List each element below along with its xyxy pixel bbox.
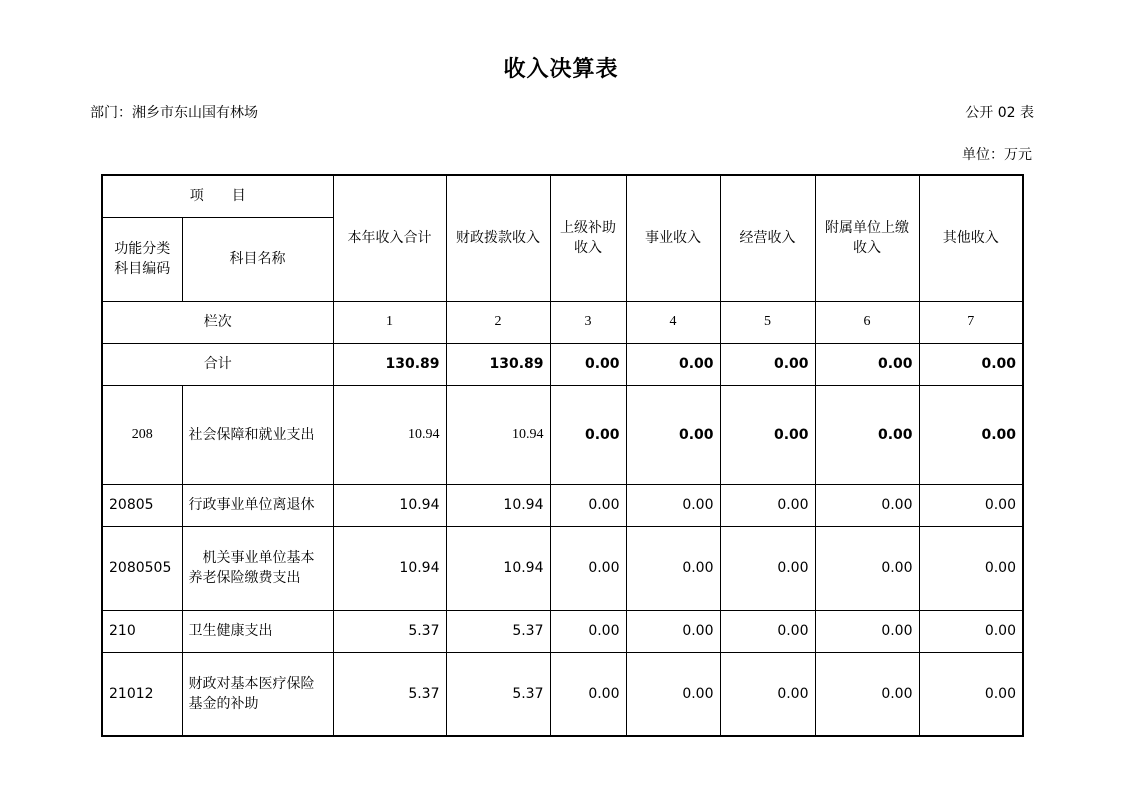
row-code: 21012 — [102, 652, 182, 736]
header-col6 — [815, 175, 919, 301]
row-name-line2: 养老保险缴费支出 — [188, 570, 301, 586]
row-code: 2080505 — [102, 526, 182, 610]
row-name-line1: 财政对基本医疗保险 — [188, 675, 315, 692]
header-func-code-line2: 科目编码 — [114, 261, 171, 277]
row-name — [182, 526, 333, 610]
row-value-7: 0.00 — [919, 526, 1023, 610]
column-number-2: 2 — [446, 301, 550, 343]
header-item: 项 目 — [102, 175, 333, 217]
row-value-5: 0.00 — [720, 610, 815, 652]
row-value-1: 5.37 — [333, 652, 446, 736]
row-value-1: 10.94 — [333, 484, 446, 526]
income-table — [101, 174, 1024, 737]
row-value-6: 0.00 — [815, 652, 919, 736]
header-col7: 其他收入 — [919, 175, 1023, 301]
header-col3-line1: 上级补助 — [560, 220, 616, 237]
column-number-5: 5 — [720, 301, 815, 343]
row-value-1: 10.94 — [333, 526, 446, 610]
header-col6-line1: 附属单位上缴 — [825, 220, 909, 237]
column-number-6: 6 — [815, 301, 919, 343]
header-col2: 财政拨款收入 — [446, 175, 550, 301]
column-number-3: 3 — [550, 301, 626, 343]
table-row — [102, 526, 1023, 610]
row-name-line1: 机关事业单位基本 — [202, 550, 315, 566]
table-row — [102, 652, 1023, 736]
header-col1: 本年收入合计 — [333, 175, 446, 301]
row-value-7: 0.00 — [919, 610, 1023, 652]
department-label: 部门：湘乡市东山国有林场 — [90, 105, 258, 121]
row-value-1: 10.94 — [333, 385, 446, 484]
total-value-1: 130.89 — [333, 343, 446, 385]
row-code: 208 — [102, 385, 182, 484]
row-value-3: 0.00 — [550, 526, 626, 610]
header-col6-line2: 收入 — [853, 240, 881, 257]
column-number-1: 1 — [333, 301, 446, 343]
page-title: 收入决算表 — [503, 57, 619, 82]
column-number-4: 4 — [626, 301, 720, 343]
row-value-2: 5.37 — [446, 652, 550, 736]
header-func-code-line1: 功能分类 — [114, 241, 171, 257]
total-value-2: 130.89 — [446, 343, 550, 385]
column-number-row — [102, 301, 1023, 343]
table-row — [102, 484, 1023, 526]
row-value-6: 0.00 — [815, 385, 919, 484]
table-row — [102, 385, 1023, 484]
row-value-3: 0.00 — [550, 652, 626, 736]
row-value-2: 10.94 — [446, 526, 550, 610]
row-value-2: 10.94 — [446, 385, 550, 484]
row-name — [182, 652, 333, 736]
row-value-5: 0.00 — [720, 526, 815, 610]
row-value-2: 5.37 — [446, 610, 550, 652]
row-value-3: 0.00 — [550, 610, 626, 652]
row-code: 210 — [102, 610, 182, 652]
row-value-4: 0.00 — [626, 484, 720, 526]
row-value-6: 0.00 — [815, 610, 919, 652]
total-value-3: 0.00 — [550, 343, 626, 385]
row-value-2: 10.94 — [446, 484, 550, 526]
row-value-4: 0.00 — [626, 652, 720, 736]
row-code: 20805 — [102, 484, 182, 526]
row-value-5: 0.00 — [720, 484, 815, 526]
column-number-label: 栏次 — [102, 301, 333, 343]
column-number-7: 7 — [919, 301, 1023, 343]
header-subject-name: 科目名称 — [182, 217, 333, 301]
row-value-6: 0.00 — [815, 526, 919, 610]
header-col4: 事业收入 — [626, 175, 720, 301]
row-value-4: 0.00 — [626, 610, 720, 652]
table-row — [102, 610, 1023, 652]
header-col3 — [550, 175, 626, 301]
row-value-5: 0.00 — [720, 385, 815, 484]
total-value-6: 0.00 — [815, 343, 919, 385]
total-value-4: 0.00 — [626, 343, 720, 385]
row-value-5: 0.00 — [720, 652, 815, 736]
row-name-line2: 基金的补助 — [188, 695, 259, 712]
row-value-3: 0.00 — [550, 484, 626, 526]
row-value-7: 0.00 — [919, 484, 1023, 526]
header-col5: 经营收入 — [720, 175, 815, 301]
row-value-7: 0.00 — [919, 652, 1023, 736]
row-name: 行政事业单位离退休 — [182, 484, 333, 526]
header-func-code — [102, 217, 182, 301]
row-value-6: 0.00 — [815, 484, 919, 526]
total-value-5: 0.00 — [720, 343, 815, 385]
row-value-4: 0.00 — [626, 526, 720, 610]
row-value-7: 0.00 — [919, 385, 1023, 484]
row-value-4: 0.00 — [626, 385, 720, 484]
total-row — [102, 343, 1023, 385]
form-number: 公开 02 表 — [965, 105, 1034, 121]
row-value-3: 0.00 — [550, 385, 626, 484]
total-value-7: 0.00 — [919, 343, 1023, 385]
row-value-1: 5.37 — [333, 610, 446, 652]
row-name: 卫生健康支出 — [182, 610, 333, 652]
header-col3-line2: 收入 — [574, 240, 602, 257]
unit-label: 单位：万元 — [962, 147, 1032, 163]
total-label: 合计 — [102, 343, 333, 385]
header-row-1 — [102, 175, 1023, 217]
row-name: 社会保障和就业支出 — [182, 385, 333, 484]
